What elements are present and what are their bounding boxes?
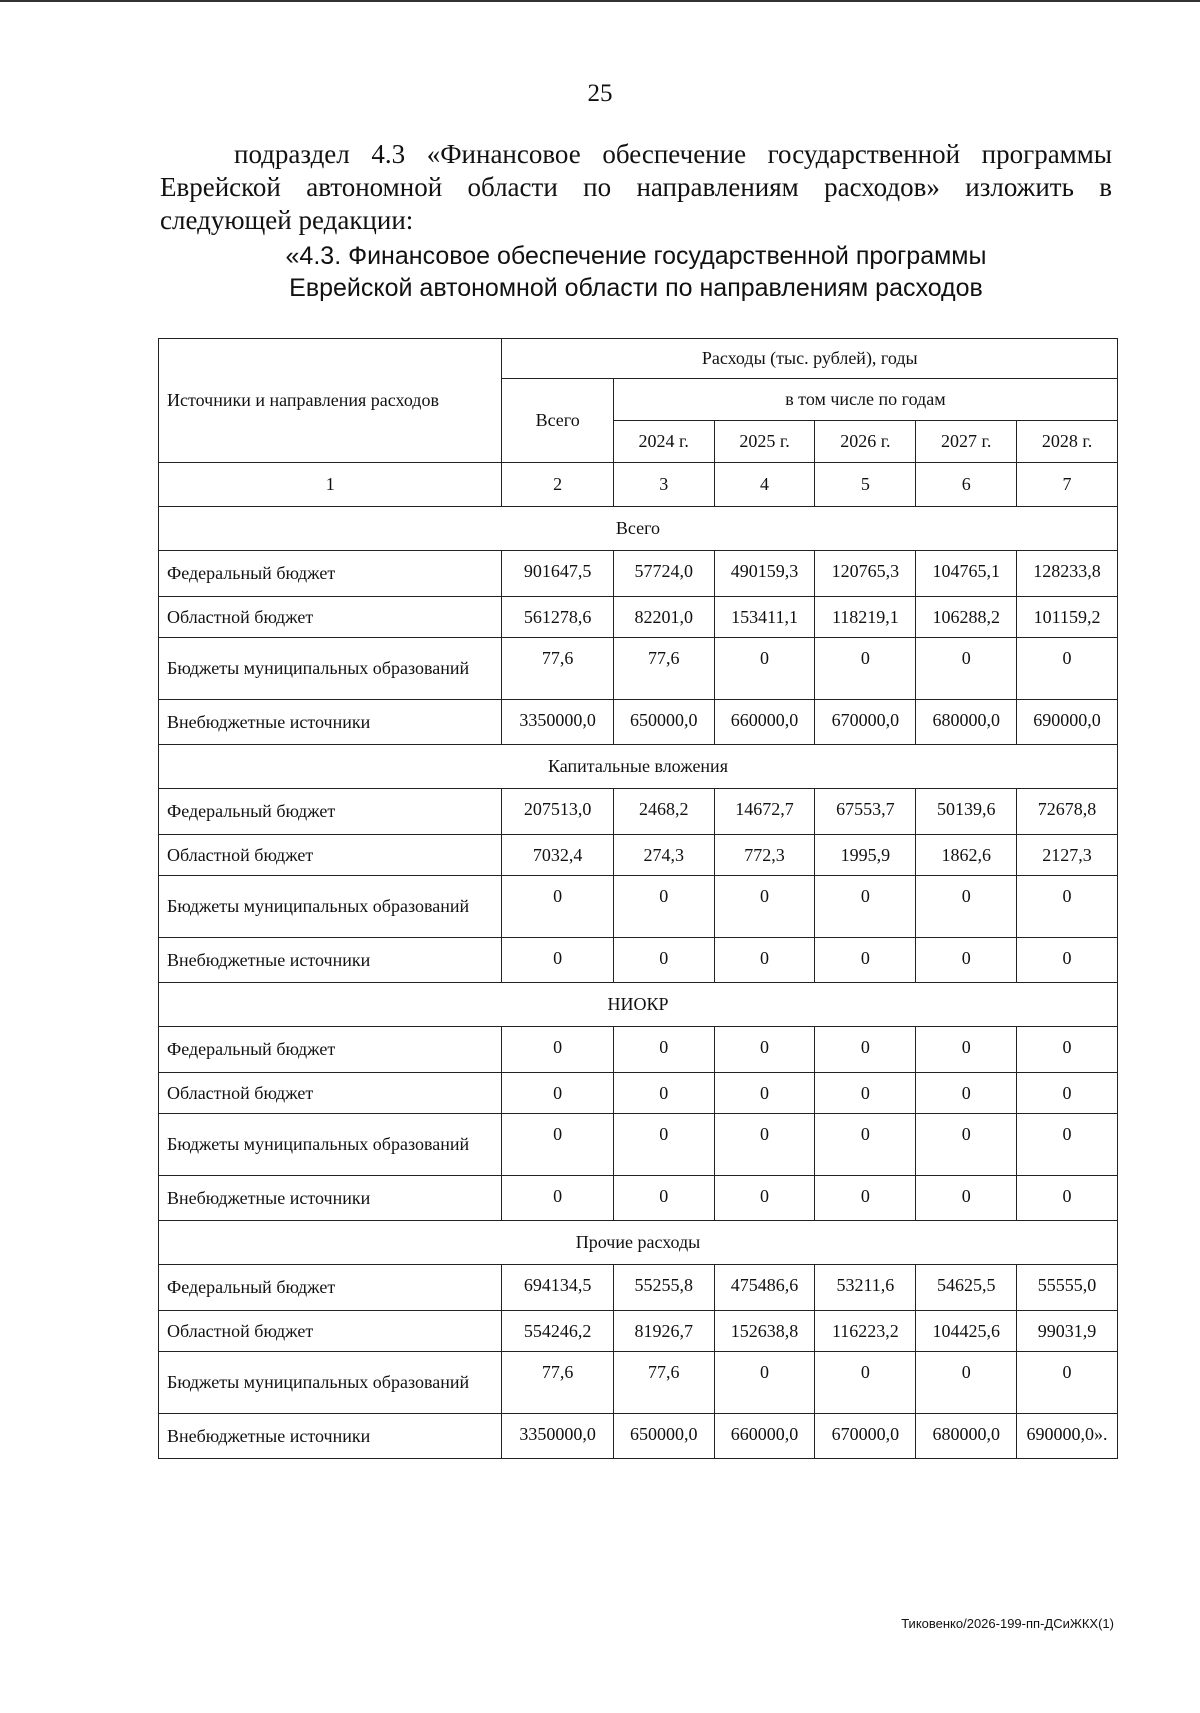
year-value-cell: 55255,8: [613, 1265, 714, 1311]
total-value-cell: 0: [502, 938, 613, 983]
year-value-cell: 0: [1017, 1027, 1118, 1073]
year-value-cell: 0: [916, 876, 1017, 938]
year-value-cell: 490159,3: [714, 551, 815, 597]
year-value-cell: 0: [1017, 938, 1118, 983]
year-value-cell: 2468,2: [613, 789, 714, 835]
year-value-cell: 0: [815, 1114, 916, 1176]
year-value-cell: 153411,1: [714, 597, 815, 638]
year-value-cell: 650000,0: [613, 700, 714, 745]
row-label: Федеральный бюджет: [159, 1265, 502, 1311]
total-value-cell: 0: [502, 876, 613, 938]
section-title-cell: НИОКР: [159, 983, 1118, 1027]
year-value-cell: 101159,2: [1017, 597, 1118, 638]
year-value-cell: 99031,9: [1017, 1311, 1118, 1352]
total-value-cell: 77,6: [502, 638, 613, 700]
table-row: [159, 1311, 1118, 1352]
row-label: Областной бюджет: [159, 1311, 502, 1352]
year-value-cell: 53211,6: [815, 1265, 916, 1311]
intro-text: подраздел 4.3 «Финансовое обеспечение государственной программы Еврейской автономной области по направлениям расходов» изложить в следующей редакции:: [160, 139, 1112, 235]
header-expenses: Расходы (тыс. рублей), годы: [502, 339, 1118, 379]
year-value-cell: 0: [613, 1027, 714, 1073]
total-value-cell: 0: [502, 1027, 613, 1073]
total-value-cell: 77,6: [502, 1352, 613, 1414]
year-value-cell: 0: [815, 1073, 916, 1114]
year-value-cell: 14672,7: [714, 789, 815, 835]
year-value-cell: 0: [815, 876, 916, 938]
year-value-cell: 0: [714, 1176, 815, 1221]
header-year: 2026 г.: [815, 421, 916, 463]
total-value-cell: 3350000,0: [502, 1414, 613, 1459]
total-value-cell: 0: [502, 1176, 613, 1221]
column-number: 3: [613, 463, 714, 507]
row-label: Областной бюджет: [159, 835, 502, 876]
table-row: [159, 1176, 1118, 1221]
section-title-cell: Прочие расходы: [159, 1221, 1118, 1265]
year-value-cell: 0: [1017, 1114, 1118, 1176]
row-label: Бюджеты муниципальных образований: [159, 1352, 502, 1414]
year-value-cell: 0: [613, 938, 714, 983]
document-code: Тиковенко/2026-199-пп-ДСиЖКХ(1): [901, 1616, 1114, 1631]
total-value-cell: 0: [502, 1114, 613, 1176]
year-value-cell: 128233,8: [1017, 551, 1118, 597]
year-value-cell: 0: [916, 1352, 1017, 1414]
total-value-cell: 7032,4: [502, 835, 613, 876]
year-value-cell: 72678,8: [1017, 789, 1118, 835]
row-label: Федеральный бюджет: [159, 1027, 502, 1073]
year-value-cell: 274,3: [613, 835, 714, 876]
table-row: [159, 876, 1118, 938]
year-value-cell: 0: [714, 1073, 815, 1114]
table-row: [159, 1352, 1118, 1414]
year-value-cell: 0: [916, 1027, 1017, 1073]
year-value-cell: 0: [916, 1073, 1017, 1114]
total-value-cell: 901647,5: [502, 551, 613, 597]
table-row: [159, 1027, 1118, 1073]
table-row: [159, 551, 1118, 597]
table-row: [159, 835, 1118, 876]
year-value-cell: 0: [714, 1352, 815, 1414]
year-value-cell: 650000,0: [613, 1414, 714, 1459]
year-value-cell: 660000,0: [714, 1414, 815, 1459]
year-value-cell: 0: [714, 1114, 815, 1176]
total-value-cell: 0: [502, 1073, 613, 1114]
table-row: [159, 1073, 1118, 1114]
column-number: 1: [159, 463, 502, 507]
financing-table: [158, 338, 1118, 1459]
page-number: 25: [587, 80, 613, 107]
total-value-cell: 3350000,0: [502, 700, 613, 745]
year-value-cell: 670000,0: [815, 1414, 916, 1459]
year-value-cell: 1995,9: [815, 835, 916, 876]
year-value-cell: 2127,3: [1017, 835, 1118, 876]
header-year: 2027 г.: [916, 421, 1017, 463]
section-row: [159, 983, 1118, 1027]
header-total: Всего: [502, 379, 613, 463]
year-value-cell: 690000,0: [1017, 700, 1118, 745]
year-value-cell: 680000,0: [916, 1414, 1017, 1459]
year-value-cell: 55555,0: [1017, 1265, 1118, 1311]
year-value-cell: 106288,2: [916, 597, 1017, 638]
total-value-cell: 554246,2: [502, 1311, 613, 1352]
year-value-cell: 1862,6: [916, 835, 1017, 876]
year-value-cell: 0: [714, 876, 815, 938]
row-label: Внебюджетные источники: [159, 1176, 502, 1221]
year-value-cell: 0: [815, 1027, 916, 1073]
year-value-cell: 0: [916, 938, 1017, 983]
row-label: Внебюджетные источники: [159, 1414, 502, 1459]
row-label: Бюджеты муниципальных образований: [159, 638, 502, 700]
section-title: [160, 240, 1112, 304]
year-value-cell: 0: [815, 1176, 916, 1221]
year-value-cell: 670000,0: [815, 700, 916, 745]
row-label: Федеральный бюджет: [159, 789, 502, 835]
year-value-cell: 0: [916, 638, 1017, 700]
year-value-cell: 152638,8: [714, 1311, 815, 1352]
year-value-cell: 0: [613, 1114, 714, 1176]
year-value-cell: 0: [714, 938, 815, 983]
column-number: 6: [916, 463, 1017, 507]
year-value-cell: 81926,7: [613, 1311, 714, 1352]
table-body: [159, 507, 1118, 1459]
section-row: [159, 507, 1118, 551]
row-label: Федеральный бюджет: [159, 551, 502, 597]
section-title-cell: Капитальные вложения: [159, 745, 1118, 789]
table-row: [159, 1414, 1118, 1459]
year-value-cell: 77,6: [613, 638, 714, 700]
year-value-cell: 680000,0: [916, 700, 1017, 745]
year-value-cell: 50139,6: [916, 789, 1017, 835]
year-value-cell: 0: [815, 638, 916, 700]
section-title-line-1: «4.3. Финансовое обеспечение государственной программы: [285, 242, 987, 270]
year-value-cell: 475486,6: [714, 1265, 815, 1311]
year-value-cell: 82201,0: [613, 597, 714, 638]
row-label: Внебюджетные источники: [159, 938, 502, 983]
row-label: Областной бюджет: [159, 597, 502, 638]
year-value-cell: 104765,1: [916, 551, 1017, 597]
section-title-line-2: Еврейской автономной области по направлениям расходов: [289, 274, 983, 302]
year-value-cell: 0: [613, 1176, 714, 1221]
year-value-cell: 0: [714, 638, 815, 700]
year-value-cell: 118219,1: [815, 597, 916, 638]
year-value-cell: 0: [1017, 876, 1118, 938]
section-title-cell: Всего: [159, 507, 1118, 551]
year-value-cell: 0: [613, 1073, 714, 1114]
year-value-cell: 0: [815, 938, 916, 983]
table-row: [159, 700, 1118, 745]
section-row: [159, 745, 1118, 789]
year-value-cell: 772,3: [714, 835, 815, 876]
year-value-cell: 0: [1017, 1176, 1118, 1221]
column-number: 5: [815, 463, 916, 507]
year-value-cell: 660000,0: [714, 700, 815, 745]
intro-paragraph: [160, 138, 1112, 237]
table-row: [159, 1114, 1118, 1176]
table-row: [159, 938, 1118, 983]
year-value-cell: 104425,6: [916, 1311, 1017, 1352]
year-value-cell: 57724,0: [613, 551, 714, 597]
year-value-cell: 77,6: [613, 1352, 714, 1414]
year-value-cell: 0: [1017, 638, 1118, 700]
row-label: Бюджеты муниципальных образований: [159, 876, 502, 938]
column-number: 7: [1017, 463, 1118, 507]
header-by-years: в том числе по годам: [613, 379, 1117, 421]
year-value-cell: 67553,7: [815, 789, 916, 835]
column-number: 4: [714, 463, 815, 507]
row-label: Областной бюджет: [159, 1073, 502, 1114]
year-value-cell: 54625,5: [916, 1265, 1017, 1311]
header-year: 2028 г.: [1017, 421, 1118, 463]
table-row: [159, 1265, 1118, 1311]
header-year: 2025 г.: [714, 421, 815, 463]
year-value-cell: 116223,2: [815, 1311, 916, 1352]
header-sources: Источники и направления расходов: [159, 339, 502, 463]
page-top-edge: [0, 0, 1200, 2]
total-value-cell: 561278,6: [502, 597, 613, 638]
table-row: [159, 597, 1118, 638]
year-value-cell: 0: [613, 876, 714, 938]
table-row: [159, 638, 1118, 700]
column-number: 2: [502, 463, 613, 507]
row-label: Внебюджетные источники: [159, 700, 502, 745]
total-value-cell: 207513,0: [502, 789, 613, 835]
year-value-cell: 0: [1017, 1352, 1118, 1414]
row-label: Бюджеты муниципальных образований: [159, 1114, 502, 1176]
year-value-cell: 0: [916, 1176, 1017, 1221]
year-value-cell: 0: [1017, 1073, 1118, 1114]
year-value-cell: 0: [916, 1114, 1017, 1176]
total-value-cell: 694134,5: [502, 1265, 613, 1311]
year-value-cell: 0: [714, 1027, 815, 1073]
table-row: [159, 789, 1118, 835]
header-year: 2024 г.: [613, 421, 714, 463]
year-value-cell: 0: [815, 1352, 916, 1414]
section-row: [159, 1221, 1118, 1265]
year-value-cell: 120765,3: [815, 551, 916, 597]
year-value-cell: 690000,0».: [1017, 1414, 1118, 1459]
